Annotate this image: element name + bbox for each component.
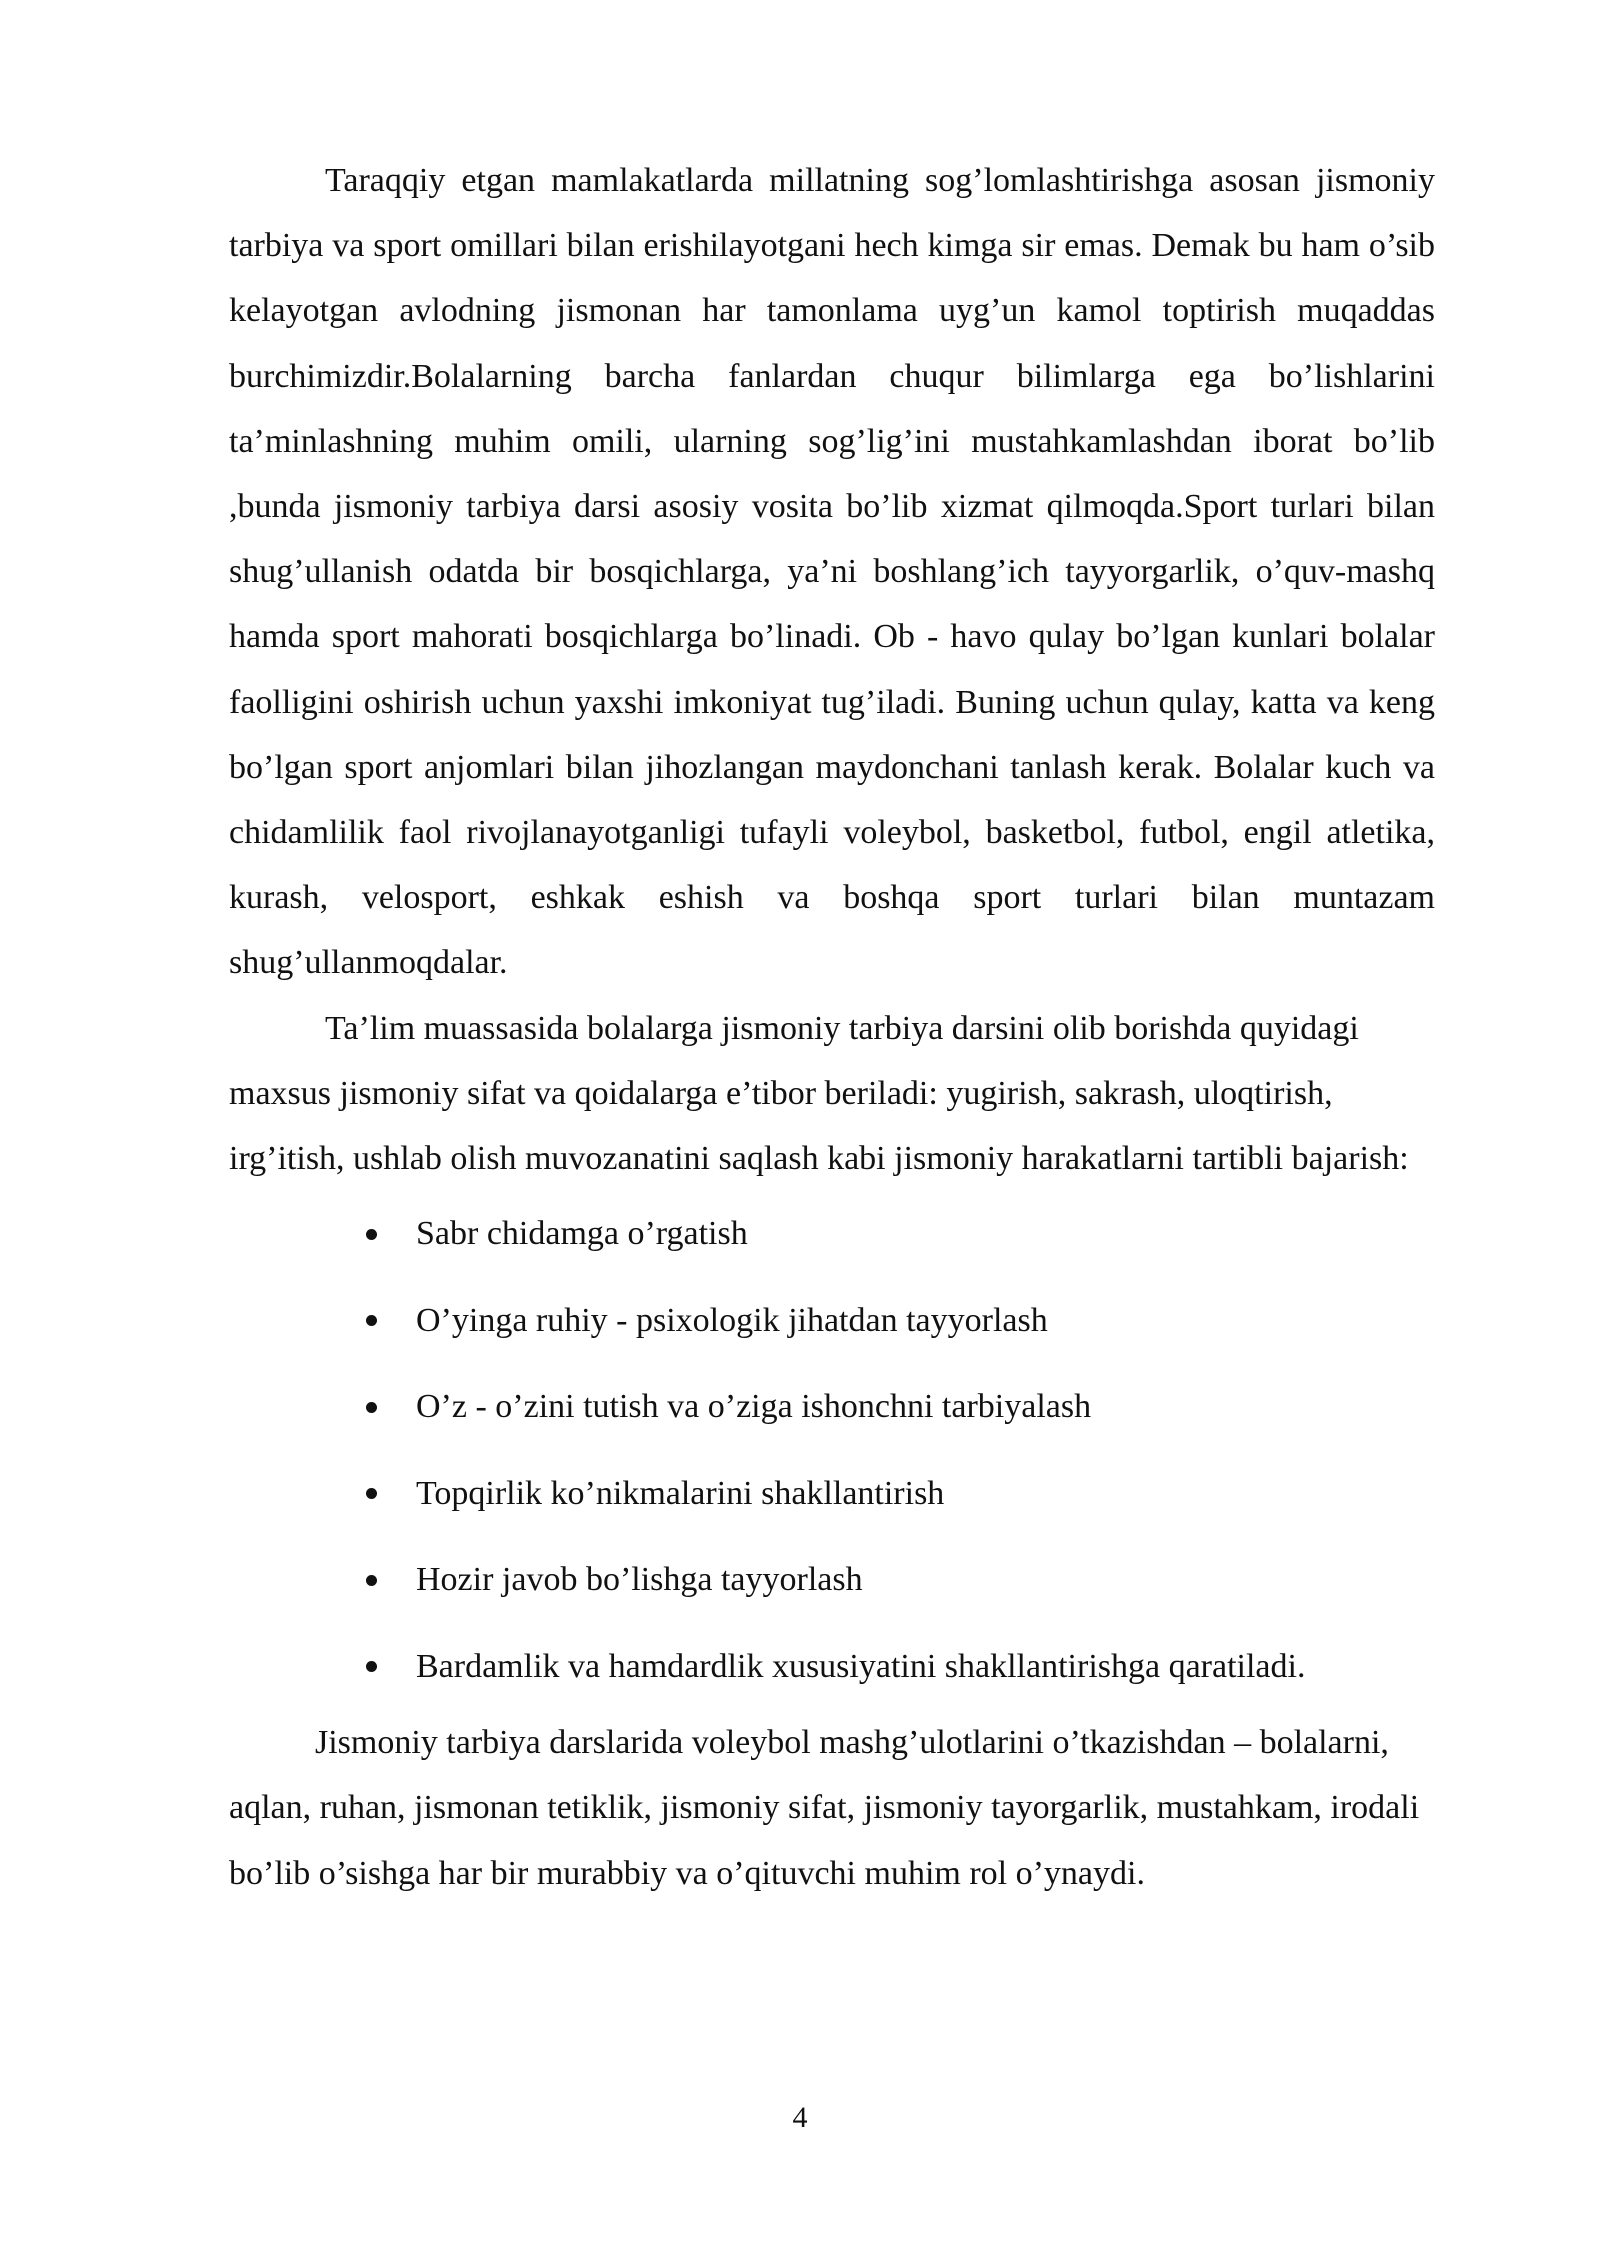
paragraph-volleyball: Jismoniy tarbiya darslarida voleybol mashg’ulotlarini o’tkazishdan – bolalarni, aqlan, ruhan, jismonan tetiklik, jismoniy sifat, jismoniy tayorgarlik, mustahkam, irodali bo’lib o’sishga har bir murabbiy va o’qituvchi muhim rol o’ynaydi.	[229, 1724, 1420, 1892]
bullet-icon	[366, 1488, 377, 1499]
page-number: 4	[792, 2101, 808, 2134]
bullet-icon	[366, 1575, 377, 1586]
bullet-list	[229, 1191, 1435, 1710]
paragraph-lesson-qualities: Ta’lim muassasida bolalarga jismoniy tarbiya darsini olib borishda quyidagi maxsus jismoniy sifat va qoidalarga e’tibor beriladi: yugirish, sakrash, uloqtirish, irg’itish, ushlab olish muvozanatini saqlash kabi jismoniy harakatlarni tartibli bajarish:	[229, 1009, 1409, 1178]
list-item	[366, 1364, 1435, 1451]
list-item	[366, 1624, 1435, 1711]
bullet-icon	[366, 1229, 377, 1240]
list-item-text: O’z - o’zini tutish va o’ziga ishonchni tarbiyalash	[416, 1388, 1092, 1426]
bullet-icon	[366, 1661, 377, 1672]
list-item	[366, 1278, 1435, 1365]
list-item	[366, 1191, 1435, 1278]
bullet-icon	[366, 1315, 377, 1326]
list-item	[366, 1451, 1435, 1538]
document-page	[229, 148, 1435, 1906]
list-item-text: Bardamlik va hamdardlik xususiyatini shakllantirishga qaratiladi.	[416, 1647, 1306, 1685]
list-item-text: Topqirlik ko’nikmalarini shakllantirish	[416, 1474, 945, 1512]
paragraph-intro: Taraqqiy etgan mamlakatlarda millatning sog’lomlashtirishga asosan jismoniy tarbiya va sport omillari bilan erishilayotgani hech kimga sir emas. Demak bu ham o’sib kelayotgan avlodning jismonan har tamonlama uyg’un kamol toptirish muqaddas burchimizdir.Bolalarning barcha fanlardan chuqur bilimlarga ega bo’lishlarini ta’minlashning muhim omili, ularning sog’lig’ini mustahkamlashdan iborat bo’lib ,bunda jismoniy tarbiya darsi asosiy vosita bo’lib xizmat qilmoqda.Sport turlari bilan shug’ullanish odatda bir bosqichlarga, ya’ni boshlang’ich tayyorgarlik, o’quv-mashq hamda sport mahorati bosqichlarga bo’linadi. Ob - havo qulay bo’lgan kunlari bolalar faolligini oshirish uchun yaxshi imkoniyat tug’iladi. Buning uchun qulay, katta va keng bo’lgan sport anjomlari bilan jihozlangan maydonchani tanlash kerak. Bolalar kuch va chidamlilik faol rivojlanayotganligi tufayli voleybol, basketbol, futbol, engil atletika, kurash, velosport, eshkak eshish va boshqa sport turlari bilan muntazam shug’ullanmoqdalar.	[229, 162, 1435, 982]
list-item	[366, 1537, 1435, 1624]
list-item-text: Hozir javob bo’lishga tayyorlash	[416, 1561, 863, 1599]
list-item-text: O’yinga ruhiy - psixologik jihatdan tayyorlash	[416, 1301, 1048, 1339]
bullet-icon	[366, 1402, 377, 1413]
list-item-text: Sabr chidamga o’rgatish	[416, 1215, 748, 1253]
